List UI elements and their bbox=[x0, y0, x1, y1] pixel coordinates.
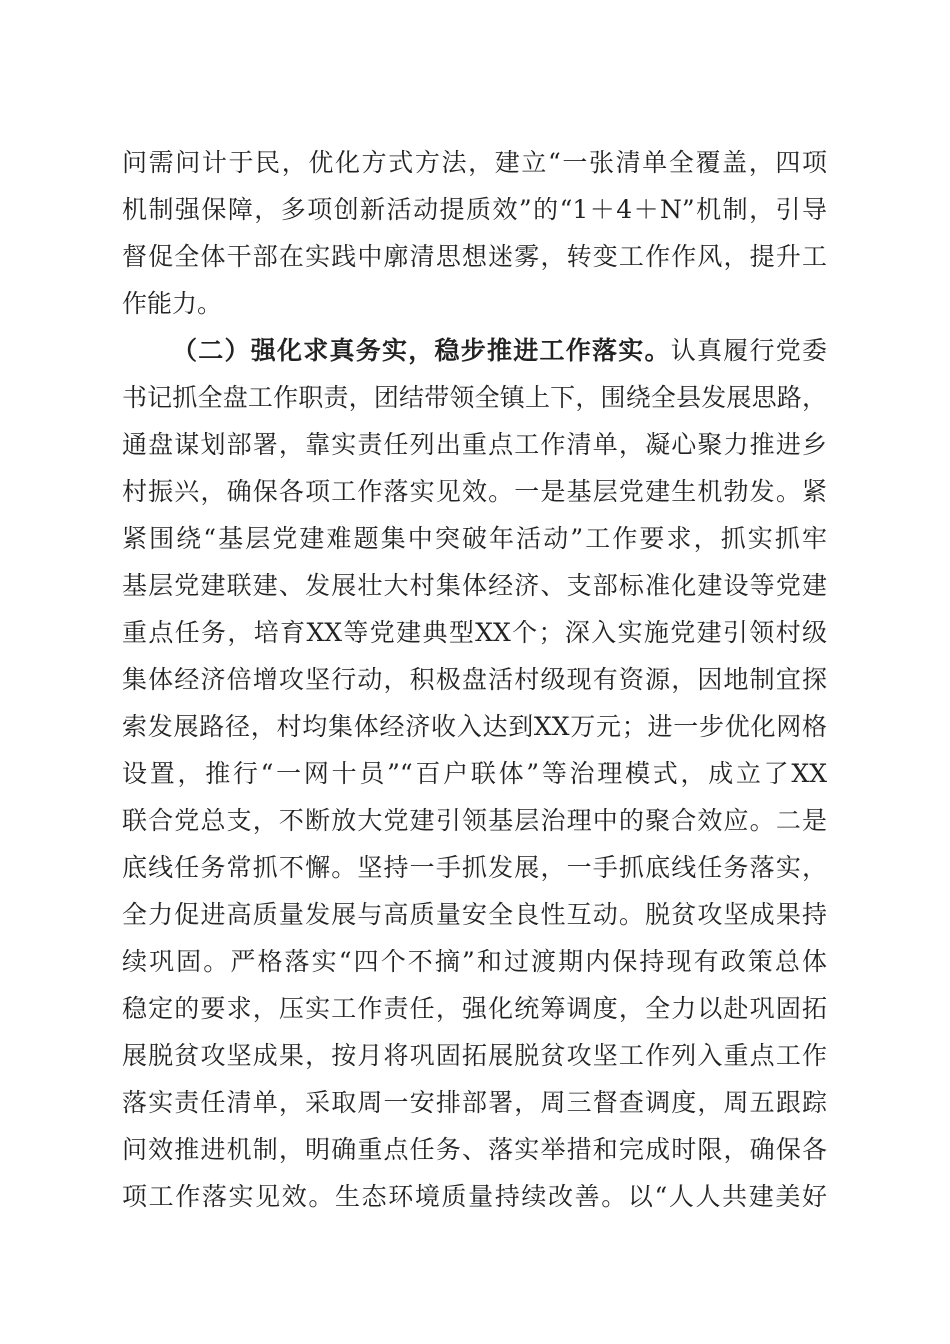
paragraph-line: 全力促进高质量发展与高质量安全良性互动。脱贫攻坚成果持 bbox=[122, 900, 827, 929]
section-heading-line bbox=[172, 331, 827, 371]
paragraph-line: 村振兴，确保各项工作落实见效。一是基层党建生机勃发。紧 bbox=[122, 477, 827, 506]
paragraph-line: 基层党建联建、发展壮大村集体经济、支部标准化建设等党建 bbox=[122, 571, 827, 600]
paragraph-line: 问需问计于民，优化方式方法，建立“一张清单全覆盖，四项 bbox=[122, 148, 827, 177]
paragraph-line: 展脱贫攻坚成果，按月将巩固拓展脱贫攻坚工作列入重点工作 bbox=[122, 1041, 827, 1070]
section-heading-continuation: 认真履行党委 bbox=[670, 336, 827, 365]
paragraph-line: 机制强保障，多项创新活动提质效”的“1＋4＋N”机制，引导 bbox=[122, 195, 827, 224]
paragraph-line: 设置，推行“一网十员”“百户联体”等治理模式，成立了XX bbox=[122, 759, 827, 788]
paragraph-line: 督促全体干部在实践中廓清思想迷雾，转变工作作风，提升工 bbox=[122, 242, 827, 271]
paragraph-line: 落实责任清单，采取周一安排部署，周三督查调度，周五跟踪 bbox=[122, 1088, 827, 1117]
paragraph-line: 作能力。 bbox=[122, 289, 223, 318]
paragraph-line: 书记抓全盘工作职责，团结带领全镇上下，围绕全县发展思路， bbox=[122, 383, 827, 412]
paragraph-line: 紧围绕“基层党建难题集中突破年活动”工作要求，抓实抓牢 bbox=[122, 524, 827, 553]
section-heading: （二）强化求真务实，稳步推进工作落实。 bbox=[172, 336, 671, 365]
paragraph-line: 底线任务常抓不懈。坚持一手抓发展，一手抓底线任务落实， bbox=[122, 853, 827, 882]
paragraph-line: 续巩固。严格落实“四个不摘”和过渡期内保持现有政策总体 bbox=[122, 947, 827, 976]
paragraph-line: 通盘谋划部署，靠实责任列出重点工作清单，凝心聚力推进乡 bbox=[122, 430, 827, 459]
paragraph-line: 集体经济倍增攻坚行动，积极盘活村级现有资源，因地制宜探 bbox=[122, 665, 827, 694]
paragraph-line: 重点任务，培育XX等党建典型XX个；深入实施党建引领村级 bbox=[122, 618, 827, 647]
paragraph-line: 稳定的要求，压实工作责任，强化统筹调度，全力以赴巩固拓 bbox=[122, 994, 827, 1023]
paragraph-line: 索发展路径，村均集体经济收入达到XX万元；进一步优化网格 bbox=[122, 712, 827, 741]
paragraph-line: 联合党总支，不断放大党建引领基层治理中的聚合效应。二是 bbox=[122, 806, 827, 835]
paragraph-line: 问效推进机制，明确重点任务、落实举措和完成时限，确保各 bbox=[122, 1135, 827, 1164]
paragraph-line: 项工作落实见效。生态环境质量持续改善。以“人人共建美好 bbox=[122, 1182, 827, 1211]
